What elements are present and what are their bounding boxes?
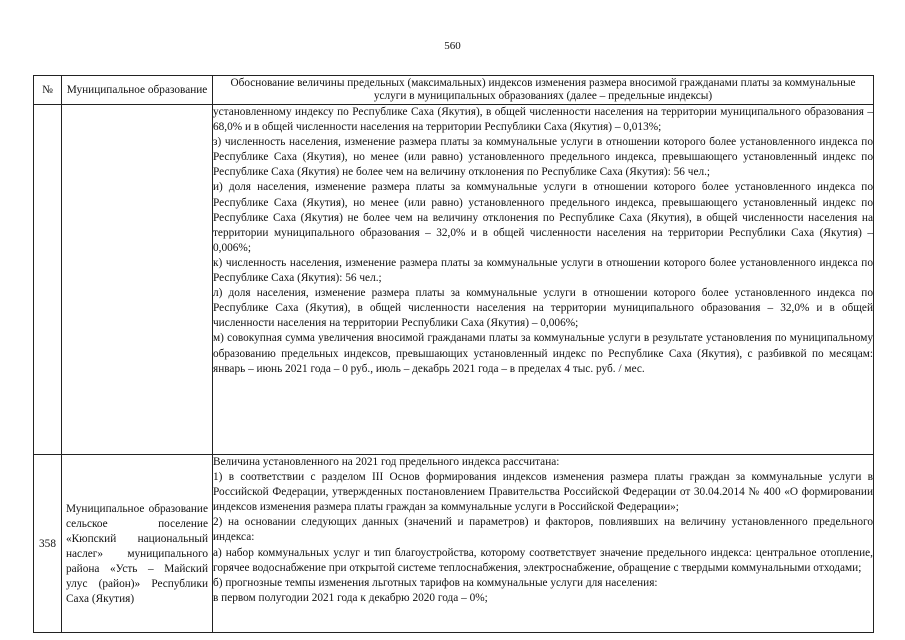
header-municipality: Муниципальное образование bbox=[62, 76, 213, 105]
row-municipality-cell bbox=[62, 105, 213, 455]
paragraph: з) численность населения, изменение размера платы за коммунальные услуги в отношении которого более установленного индекса по Республике Саха (Якутия), но менее (или равно) установленного предельного индекса, превышающего установленный индекс по Республике Саха (Якутия) не более чем на величину отклонения по Республике Саха (Якутия): 56 чел.; bbox=[213, 136, 873, 179]
table-row bbox=[34, 105, 874, 455]
indices-table bbox=[33, 75, 874, 633]
header-justification: Обоснование величины предельных (максимальных) индексов изменения размера вносимой гражданами платы за коммунальные услуги в муниципальных образованиях (далее – предельные индексы) bbox=[213, 76, 874, 105]
paragraph: 2) на основании следующих данных (значений и параметров) и факторов, повлиявших на величину установленного предельного индекса: bbox=[213, 516, 873, 544]
paragraph: м) совокупная сумма увеличения вносимой гражданами платы за коммунальные услуги в результате установления по муниципальному образованию предельных индексов, превышающих установленный индекс по Республике Саха (Якутия), с разбивкой по месяцам: январь – июнь 2021 года – 0 руб., июль – декабрь 2021 года – в пределах 4 тыс. руб. / мес. bbox=[213, 332, 873, 375]
header-number: № bbox=[34, 76, 62, 105]
table-row bbox=[34, 455, 874, 633]
paragraph: и) доля населения, изменение размера платы за коммунальные услуги в отношении которого более установленного индекса по Республике Саха (Якутия), но менее (или равно) установленного предельного индекса, превышающего установленный индекс по Республике Саха (Якутия) не более чем на величину отклонения по Республике Саха (Якутия), в общей численности населения на территории муниципального образования – 32,0% и в общей численности населения на территории Республики Саха (Якутия) – 0,006%; bbox=[213, 181, 873, 254]
row-justification-cell bbox=[213, 105, 874, 455]
paragraph: в первом полугодии 2021 года к декабрю 2020 года – 0%; bbox=[213, 591, 488, 604]
paragraph: к) численность населения, изменение размера платы за коммунальные услуги в отношении которого более установленного индекса по Республике Саха (Якутия): 56 чел.; bbox=[213, 256, 873, 285]
paragraph: 1) в соответствии с разделом III Основ формирования индексов изменения размера платы граждан за коммунальные услуги в Российской Федерации, утвержденных постановлением Правительства Российской Федерации от 30.04.2014 № 400 «О формировании индексов изменения размера платы граждан за коммунальные услуги в Российской Федерации»; bbox=[213, 471, 873, 514]
row-municipality-cell bbox=[62, 455, 213, 633]
row-justification-cell bbox=[213, 455, 874, 633]
municipality-name: Муниципальное образование сельское поселение «Кюпский национальный наслег» муниципального района «Усть – Майский улус (район)» Республики Саха (Якутия) bbox=[66, 502, 208, 606]
page-number: 560 bbox=[444, 40, 461, 52]
paragraph: установленному индексу по Республике Саха (Якутия), в общей численности населения на территории муниципального образования – 68,0% и в общей численности населения на территории Республики Саха (Якутия) – 0,013%; bbox=[213, 106, 873, 134]
paragraph: а) набор коммунальных услуг и тип благоустройства, которому соответствует значение предельного индекса: центральное отопление, горячее водоснабжение при открытой системе теплоснабжения, электроснабжение, обращение с твердыми коммунальными отходами; bbox=[213, 546, 873, 574]
paragraph: Величина установленного на 2021 год предельного индекса рассчитана: bbox=[213, 456, 560, 468]
table-header-row bbox=[34, 76, 874, 105]
paragraph: б) прогнозные темпы изменения льготных тарифов на коммунальные услуги для населения: bbox=[213, 576, 658, 589]
paragraph: л) доля населения, изменение размера платы за коммунальные услуги в отношении которого более установленного индекса по Республике Саха (Якутия), в общей численности населения на территории муниципального образования – 32,0% и в общей численности населения на территории Республики Саха (Якутия) – 0,006%; bbox=[213, 287, 873, 330]
row-number-cell: 358 bbox=[34, 455, 62, 633]
row-number-cell bbox=[34, 105, 62, 455]
